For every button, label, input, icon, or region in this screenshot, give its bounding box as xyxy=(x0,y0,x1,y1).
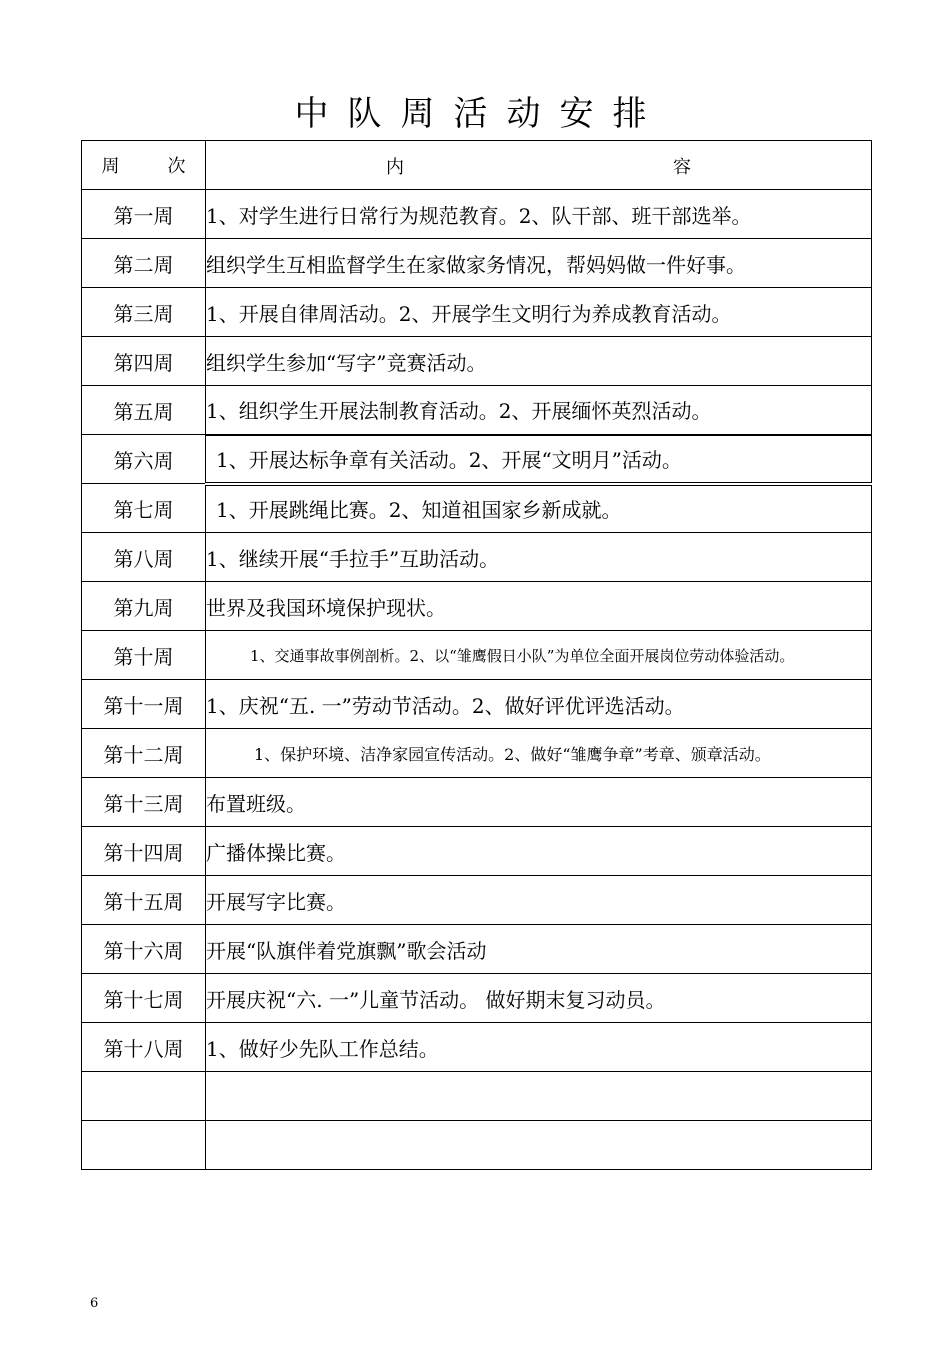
content-cell: 1、继续开展“手拉手”互助活动。 xyxy=(206,533,872,582)
content-cell: 1、开展达标争章有关活动。2、开展“文明月”活动。 xyxy=(206,435,872,484)
content-header-char-1: 内 xyxy=(386,157,404,178)
week-header-char-1: 周 xyxy=(101,156,120,177)
table-row xyxy=(82,680,872,729)
table-row xyxy=(82,876,872,925)
content-cell: 1、开展跳绳比赛。2、知道祖国家乡新成就。 xyxy=(206,484,872,533)
table-row xyxy=(82,925,872,974)
week-cell: 第八周 xyxy=(82,533,206,582)
content-cell: 开展“队旗伴着党旗飘”歌会活动 xyxy=(206,925,872,974)
table-row xyxy=(82,533,872,582)
week-cell: 第九周 xyxy=(82,582,206,631)
week-cell: 第十六周 xyxy=(82,925,206,974)
week-cell: 第一周 xyxy=(82,190,206,239)
week-cell: 第十七周 xyxy=(82,974,206,1023)
table-row-empty xyxy=(82,1072,872,1121)
table-row xyxy=(82,1023,872,1072)
content-cell: 世界及我国环境保护现状。 xyxy=(206,582,872,631)
content-cell: 开展写字比赛。 xyxy=(206,876,872,925)
content-header-char-2: 容 xyxy=(673,157,691,178)
table-row xyxy=(82,778,872,827)
week-cell: 第十四周 xyxy=(82,827,206,876)
content-cell: 1、开展自律周活动。2、开展学生文明行为养成教育活动。 xyxy=(206,288,872,337)
week-cell: 第二周 xyxy=(82,239,206,288)
table-row xyxy=(82,337,872,386)
week-cell: 第三周 xyxy=(82,288,206,337)
table-row xyxy=(82,582,872,631)
week-cell: 第十周 xyxy=(82,631,206,680)
content-cell xyxy=(206,1121,872,1170)
content-cell xyxy=(206,1072,872,1121)
table-row xyxy=(82,729,872,778)
content-cell: 1、庆祝“五. 一”劳动节活动。2、做好评优评选活动。 xyxy=(206,680,872,729)
week-cell: 第六周 xyxy=(82,435,206,484)
table-row xyxy=(82,239,872,288)
content-cell: 1、组织学生开展法制教育活动。2、开展缅怀英烈活动。 xyxy=(206,386,872,435)
content-cell: 1、对学生进行日常行为规范教育。2、队干部、班干部选举。 xyxy=(206,190,872,239)
table-row xyxy=(82,386,872,435)
week-cell xyxy=(82,1121,206,1170)
week-cell: 第十五周 xyxy=(82,876,206,925)
table-row xyxy=(82,631,872,680)
content-cell: 开展庆祝“六. 一”儿童节活动。 做好期末复习动员。 xyxy=(206,974,872,1023)
content-cell: 1、做好少先队工作总结。 xyxy=(206,1023,872,1072)
table-row-empty xyxy=(82,1121,872,1170)
table-row xyxy=(82,484,872,533)
page-title: 中队周活动安排 xyxy=(294,94,666,134)
table-row xyxy=(82,190,872,239)
week-cell: 第十一周 xyxy=(82,680,206,729)
content-cell: 组织学生参加“写字”竞赛活动。 xyxy=(206,337,872,386)
week-cell: 第十八周 xyxy=(82,1023,206,1072)
week-cell: 第七周 xyxy=(82,484,206,533)
week-cell: 第四周 xyxy=(82,337,206,386)
content-column-header xyxy=(206,141,872,190)
week-cell xyxy=(82,1072,206,1121)
content-cell: 布置班级。 xyxy=(206,778,872,827)
table-row xyxy=(82,288,872,337)
week-cell: 第十三周 xyxy=(82,778,206,827)
week-cell: 第五周 xyxy=(82,386,206,435)
page-number: 6 xyxy=(90,1296,99,1311)
content-cell: 1、保护环境、洁净家园宣传活动。2、做好“雏鹰争章”考章、颁章活动。 xyxy=(206,729,872,778)
content-cell: 广播体操比赛。 xyxy=(206,827,872,876)
content-cell: 组织学生互相监督学生在家做家务情况，帮妈妈做一件好事。 xyxy=(206,239,872,288)
week-header-char-2: 次 xyxy=(167,156,186,177)
content-cell: 1、交通事故事例剖析。2、以“雏鹰假日小队”为单位全面开展岗位劳动体验活动。 xyxy=(206,631,872,680)
table-row xyxy=(82,974,872,1023)
table-row xyxy=(82,827,872,876)
week-cell: 第十二周 xyxy=(82,729,206,778)
weekly-activity-table xyxy=(81,140,872,1170)
week-column-header xyxy=(82,141,206,190)
table-header-row xyxy=(82,141,872,190)
table-row xyxy=(82,435,872,484)
